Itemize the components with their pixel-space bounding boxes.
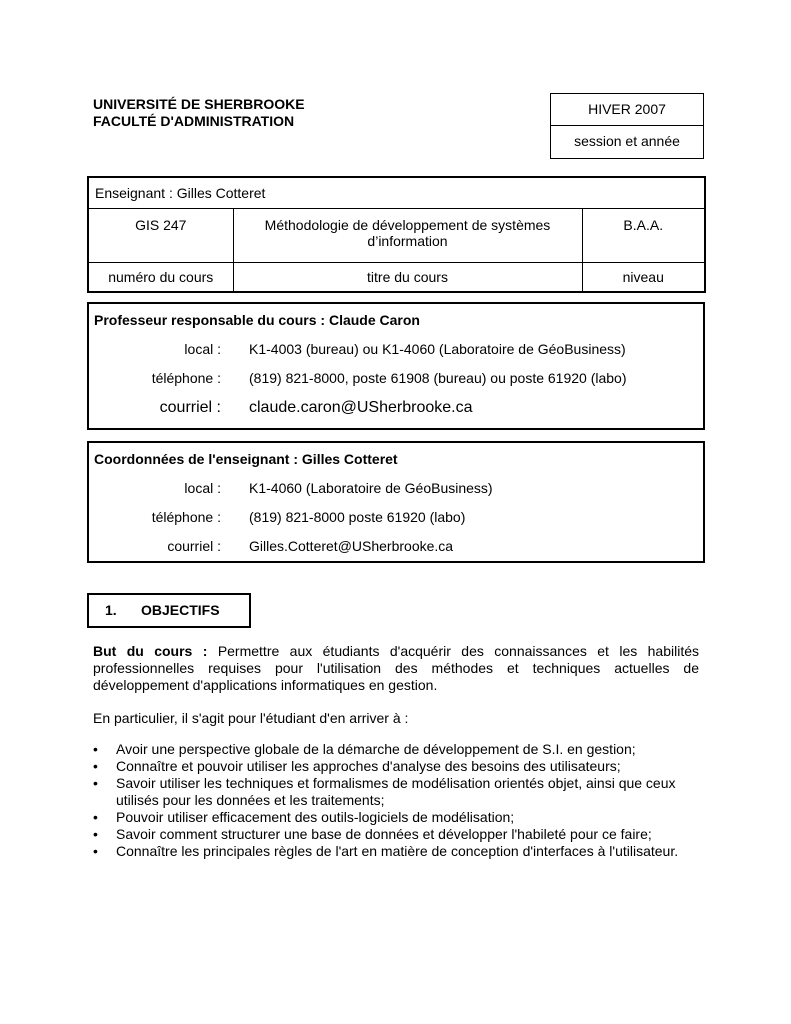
bullet-icon: • — [93, 775, 98, 791]
bullet-icon: • — [93, 741, 98, 757]
list-item: • Pouvoir utiliser efficacement des outils-logiciels de modélisation; — [93, 809, 515, 825]
bullet-icon: • — [93, 843, 98, 859]
bullet-icon: • — [93, 826, 98, 842]
section-title: OBJECTIFS — [141, 602, 220, 618]
course-level-label: niveau — [582, 263, 705, 293]
goal-text: Permettre aux étudiants d'acquérir des connaissances et les habilités professionnelles requises pour l'utilisation des méthodes et techniques actuelles de développement d'applications informatiques en gestion. — [93, 643, 699, 693]
professor-phone: (819) 821-8000, poste 61908 (bureau) ou poste 61920 (labo) — [249, 370, 627, 386]
faculty-name: FACULTÉ D'ADMINISTRATION — [93, 113, 295, 129]
session-label: session et année — [574, 133, 680, 149]
teacher-email[interactable]: Gilles.Cotteret@USherbrooke.ca — [249, 538, 454, 554]
university-name: UNIVERSITÉ DE SHERBROOKE — [93, 96, 305, 112]
course-table — [87, 176, 706, 293]
list-item: • Avoir une perspective globale de la démarche de développement de S.I. en gestion; — [93, 741, 636, 757]
teacher-phone: (819) 821-8000 poste 61920 (labo) — [249, 509, 466, 525]
list-item: • Connaître et pouvoir utiliser les approches d'analyse des besoins des utilisateurs; — [93, 758, 621, 774]
course-goal-paragraph — [93, 643, 699, 694]
bullet-icon: • — [93, 809, 98, 825]
teacher-phone-label: téléphone : — [151, 509, 221, 525]
course-number: GIS 247 — [88, 209, 233, 263]
professor-box — [87, 302, 705, 430]
professor-local: K1-4003 (bureau) ou K1-4060 (Laboratoire de GéoBusiness) — [249, 341, 626, 357]
teacher-line: Enseignant : Gilles Cotteret — [88, 177, 705, 209]
professor-email[interactable]: claude.caron@USherbrooke.ca — [249, 399, 473, 416]
professor-email-label: courriel : — [159, 399, 221, 416]
session-box — [550, 93, 704, 159]
teacher-email-label: courriel : — [167, 538, 221, 554]
professor-local-label: local : — [184, 341, 221, 357]
teacher-heading: Coordonnées de l'enseignant : Gilles Cotteret — [94, 451, 398, 467]
course-level: B.A.A. — [582, 209, 705, 263]
professor-phone-label: téléphone : — [151, 370, 221, 386]
list-item: • Savoir comment structurer une base de données et développer l'habileté pour ce faire; — [93, 826, 652, 842]
list-item: • Connaître les principales règles de l'art en matière de conception d'interfaces à l'utilisateur. — [93, 843, 679, 859]
section-number: 1. — [105, 602, 117, 618]
course-title: Méthodologie de développement de systèmes d’information — [233, 209, 582, 263]
objectives-intro: En particulier, il s'agit pour l'étudiant d'en arriver à : — [93, 710, 409, 726]
bullet-icon: • — [93, 758, 98, 774]
section-objectives-heading — [87, 593, 251, 628]
teacher-box — [87, 441, 705, 563]
course-number-label: numéro du cours — [88, 263, 233, 293]
institution-block — [93, 96, 305, 130]
teacher-local-label: local : — [184, 480, 221, 496]
list-item: • Savoir utiliser les techniques et formalismes de modélisation orientés objet, ainsi que ceux utilisés pour les données et les traitements; — [93, 775, 676, 808]
objectives-list — [93, 741, 699, 860]
goal-label: But du cours : — [93, 643, 208, 659]
course-title-label: titre du cours — [233, 263, 582, 293]
professor-heading: Professeur responsable du cours : Claude Caron — [94, 312, 420, 328]
session-value: HIVER 2007 — [551, 94, 703, 126]
teacher-local: K1-4060 (Laboratoire de GéoBusiness) — [249, 480, 493, 496]
